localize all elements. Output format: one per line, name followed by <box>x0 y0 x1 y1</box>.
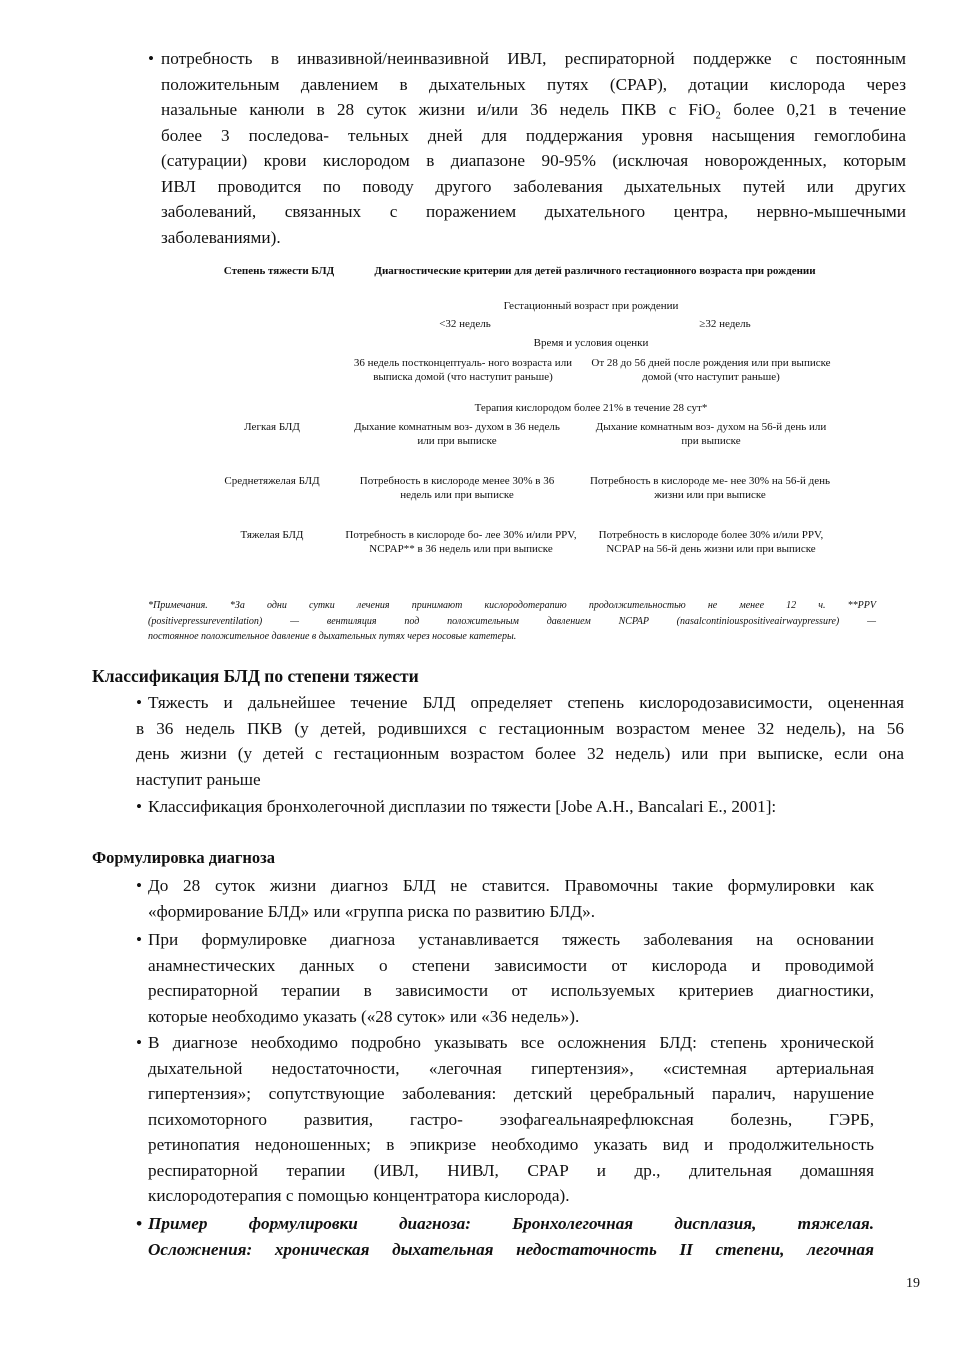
text-line: респираторной терапии в зависимости от используемых критериев диагностики, <box>148 981 874 1000</box>
severe-ge32: Потребность в кислороде более 30% и/или PPV, NCPAP на 56-й день жизни или при выписке <box>598 529 824 555</box>
text-line: ретинопатия недоношенных; в эпикризе необходимо указать вид и продолжительность <box>148 1135 874 1154</box>
diagnosis-bullet-3 <box>136 1030 874 1209</box>
text-line: Тяжесть и дальнейшее течение БЛД определяет степень кислородозависимости, оцененная <box>148 693 904 712</box>
section-heading-classification: Классификация БЛД по степени тяжести <box>92 666 419 686</box>
bullet-dot: • <box>136 876 143 895</box>
gestational-age-header: Гестационный возраст при рождении <box>503 300 679 312</box>
severity-bullet <box>136 690 904 792</box>
text-line: ИВЛ проводится по поводу другого заболевания дыхательных путей или других <box>161 176 906 196</box>
text-line: «формирование БЛД» или «группа риска по развитию БЛД». <box>148 901 596 921</box>
mild-lt32: Дыхание комнатным воз- духом в 36 недель или при выписке <box>354 421 560 447</box>
col-header-grade: Степень тяжести БЛД <box>223 265 335 277</box>
grade-moderate: Среднетяжелая БЛД <box>224 475 320 487</box>
text-line: назальные канюли в 28 суток жизни и/или 36 недель ПКВ с FiO₂ более 0,21 в течение <box>161 100 906 119</box>
bullet-dot: • <box>136 693 143 712</box>
section-heading-diagnosis: Формулировка диагноза <box>92 848 275 867</box>
text-line: заболеваниями). <box>161 227 281 247</box>
text-line: Осложнения: хроническая дыхательная недостаточность II степени, легочная <box>148 1239 874 1259</box>
diagnosis-bullet-1 <box>136 873 874 924</box>
footnote-line: (positivepressureventilation) — вентиляция под положительным давлением NCPAP (nasalcontiniouspositiveairwaypressure) — <box>148 615 876 627</box>
time-conditions-header: Время и условия оценки <box>533 337 649 349</box>
text-line: которые необходимо указать («28 суток» или «36 недель»). <box>148 1006 580 1026</box>
page-number: 19 <box>906 1276 920 1291</box>
bullet-dot: • <box>136 1214 143 1233</box>
text-line: анамнестических данных о степени зависимости от кислорода и проводимой <box>148 955 874 975</box>
text-line: положительным давлением в дыхательных путях (CPAP), дотации кислорода через <box>161 74 906 94</box>
diagnosis-bullet-2 <box>136 927 874 1029</box>
diagnosis-example-bullet <box>136 1211 874 1262</box>
mild-ge32: Дыхание комнатным воз- духом на 56-й день или при выписке <box>595 421 827 447</box>
time-lt32: 36 недель постконцептуаль- ного возраста или выписка домой (что наступит раньше) <box>353 357 573 383</box>
moderate-ge32: Потребность в кислороде ме- нее 30% на 56-й день жизни или при выписке <box>589 475 831 501</box>
text-line: психомоторного развития, гастро- эзофагеальнаярефлюксная болезнь, ГЭРБ, <box>148 1109 874 1129</box>
ge32-header: ≥32 недель <box>699 318 751 330</box>
bullet-dot: • <box>136 930 143 949</box>
classification-bullet <box>136 794 904 820</box>
text-line: В диагнозе необходимо подробно указывать все осложнения БЛД: степень хронической <box>148 1033 874 1052</box>
bullet-dot: • <box>148 49 155 68</box>
text-line: При формулировке диагноза устанавливается тяжесть заболевания на основании <box>148 930 874 949</box>
col-header-criteria: Диагностические критерии для детей различного гестационного возраста при рождении <box>374 265 816 277</box>
text-line: более 3 последова- тельных дней для поддержания уровня насыщения гемоглобина <box>161 125 906 145</box>
text-line: наступит раньше <box>136 769 261 789</box>
bullet-dot: • <box>136 1033 143 1052</box>
footnote-line: *Примечания. *За одни сутки лечения принимают кислородотерапию продолжительностью не менее 12 ч. **PPV <box>148 600 876 611</box>
text-line: Пример формулировки диагноза: Бронхолегочная дисплазия, тяжелая. <box>148 1214 874 1233</box>
footnote-line: постоянное положительное давление в дыхательных путях через носовые катетеры. <box>148 631 517 642</box>
text-line: респираторной терапии (ИВЛ, НИВЛ, CPAP и др., длительная домашняя <box>148 1160 874 1180</box>
text-line: дыхательной недостаточности, «легочная гипертензия», «системная артериальная <box>148 1058 874 1078</box>
oxygen-therapy-row: Терапия кислородом более 21% в течение 28 сут* <box>474 402 708 414</box>
text-line: день жизни (у детей с гестационным возрастом более 32 недель) или при выписке, если она <box>136 744 904 763</box>
text-line: До 28 суток жизни диагноз БЛД не ставится. Правомочны такие формулировки как <box>148 876 874 895</box>
grade-mild: Легкая БЛД <box>244 421 300 433</box>
grade-severe: Тяжелая БЛД <box>240 529 304 541</box>
bullet-dot: • <box>136 797 143 816</box>
severe-lt32: Потребность в кислороде бо- лее 30% и/или PPV, NCPAP** в 36 недель или при выписке <box>345 529 577 555</box>
table-footnotes <box>148 598 876 645</box>
text-line: Классификация бронхолегочной дисплазии по тяжести [Jobe A.H., Bancalari E., 2001]: <box>148 797 777 816</box>
text-line: заболеваний, связанных с поражением дыхательного центра, нервно-мышечными <box>161 202 906 221</box>
oxygen-need-bullet <box>148 46 906 250</box>
moderate-lt32: Потребность в кислороде менее 30% в 36 недель или при выписке <box>359 475 555 501</box>
text-line: потребность в инвазивной/неинвазивной ИВЛ, респираторной поддержке с постоянным <box>161 49 906 68</box>
lt32-header: <32 недель <box>439 318 491 330</box>
text-line: кислородотерапия с помощью концентратора кислорода). <box>148 1186 570 1205</box>
text-line: (сатурации) крови кислородом в диапазоне 90-95% (исключая новорожденных, которым <box>161 151 906 170</box>
text-line: в 36 недель ПКВ (у детей, родившихся с гестационным возрастом менее 32 недель), на 56 <box>136 718 904 738</box>
text-line: гипертензия»; сопутствующие заболевания: детский церебральный паралич, нарушение <box>148 1084 874 1103</box>
time-ge32: От 28 до 56 дней после рождения или при выписке домой (что наступит раньше) <box>591 357 831 383</box>
